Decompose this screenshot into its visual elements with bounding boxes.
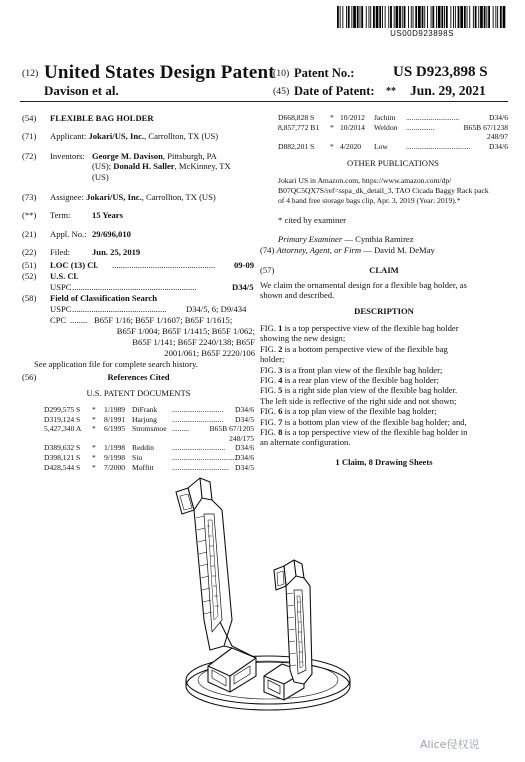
inventor-1: George M. Davison bbox=[92, 151, 163, 161]
ref-dots: .................................. bbox=[172, 453, 237, 462]
figure-number: 5 bbox=[278, 385, 283, 396]
description-text: holder; bbox=[260, 354, 285, 365]
description-line bbox=[260, 344, 508, 354]
examiner-line bbox=[278, 234, 414, 244]
description-line bbox=[260, 323, 508, 333]
description-line bbox=[260, 437, 508, 447]
description-text: FIG. bbox=[260, 416, 279, 427]
loc-value: 09-09 bbox=[234, 260, 255, 270]
term-label: Term: bbox=[50, 210, 71, 220]
patent-no-label: Patent No.: bbox=[294, 66, 355, 80]
description-text: The left side is reflective of the right side and not shown; bbox=[260, 395, 457, 406]
ref-dots: ......... bbox=[172, 424, 190, 434]
ref-dots: ............................ bbox=[406, 113, 460, 122]
field-cpc-line4: 2001/061; B65F 2220/106 bbox=[164, 348, 255, 358]
ref-star: * bbox=[92, 462, 96, 472]
watermark: Alice侵权说 bbox=[420, 738, 480, 751]
ref-number: D428,544 S bbox=[44, 462, 81, 472]
ref-star: * bbox=[330, 122, 334, 132]
ref-class: D34/6 bbox=[235, 443, 254, 453]
claim-text-line: shown and described. bbox=[260, 290, 335, 301]
attorney-label: Attorney, Agent, or Firm bbox=[276, 245, 362, 255]
figure-number: 4 bbox=[278, 375, 283, 386]
other-pubs-title: OTHER PUBLICATIONS bbox=[347, 158, 439, 168]
ref-star: * bbox=[92, 424, 96, 434]
ref-number: 5,427,340 A bbox=[44, 424, 82, 434]
description-text: is a bottom perspective view of the flexible bag bbox=[282, 343, 448, 354]
claim-code: (57) bbox=[260, 265, 275, 275]
field-uspc-value: D34/5, 6; D9/434 bbox=[186, 304, 247, 314]
uscl-code: (52) bbox=[22, 271, 37, 281]
description-text: is a top perspective view of the flexible bag holder bbox=[282, 323, 459, 333]
patent-number: US D923,898 S bbox=[393, 64, 488, 80]
claim-title: CLAIM bbox=[369, 265, 399, 275]
appl-code: (21) bbox=[22, 229, 37, 239]
uscl-sub-label: USPC bbox=[50, 282, 72, 292]
inventor-2-country: (US) bbox=[92, 171, 109, 182]
description-text: FIG. bbox=[260, 343, 279, 354]
description-text: FIG. bbox=[260, 385, 279, 396]
assignee-location: , Carrollton, TX (US) bbox=[141, 192, 216, 202]
ref-dots: .............................. bbox=[172, 462, 229, 472]
ref-number: D398,121 S bbox=[44, 453, 81, 462]
examiner-label: Primary Examiner bbox=[278, 234, 343, 244]
cited-by-examiner: * cited by examiner bbox=[278, 215, 347, 225]
patent-title: FLEXIBLE BAG HOLDER bbox=[50, 113, 154, 123]
ref-dots: ............... bbox=[406, 122, 435, 132]
description-text: FIG. bbox=[260, 406, 279, 417]
patent-drawing bbox=[160, 470, 370, 750]
header-rule bbox=[20, 101, 508, 102]
description-line bbox=[260, 406, 508, 416]
assignee-label: Assignee: bbox=[50, 192, 84, 202]
code-45: (45) bbox=[273, 86, 290, 97]
ref-name: Jachim bbox=[374, 113, 396, 122]
term-code: (**) bbox=[22, 210, 37, 220]
refs-title: References Cited bbox=[107, 372, 170, 382]
ref-dots: ........................... bbox=[172, 414, 224, 424]
ref-date: 4/2020 bbox=[340, 141, 362, 151]
figure-number: 7 bbox=[278, 416, 283, 427]
ref-star: * bbox=[92, 453, 96, 462]
ref-date: 9/1998 bbox=[104, 453, 126, 462]
assignee-name: Jokari/US, Inc. bbox=[86, 192, 142, 202]
inventor-2: Donald H. Saller bbox=[113, 161, 175, 172]
uscl-dots: .......................................................... bbox=[72, 282, 197, 292]
loc-code: (51) bbox=[22, 260, 37, 270]
ref-class: B65B 67/1205 bbox=[209, 424, 254, 434]
date-label: Date of Patent: bbox=[294, 84, 375, 98]
ref-class: D34/6 bbox=[489, 113, 508, 122]
description-line bbox=[260, 396, 508, 406]
other-pub-line: Jokari US in Amazon.com, https://www.amazon.com/dp/ bbox=[278, 176, 452, 185]
applicant-code: (71) bbox=[22, 131, 37, 141]
applicant-label: Applicant: bbox=[50, 131, 87, 141]
ref-name: Reddin bbox=[132, 443, 154, 453]
description-text: FIG. bbox=[260, 427, 279, 438]
description-line bbox=[260, 354, 508, 364]
other-pubs bbox=[278, 176, 508, 205]
ref-name: DiFrank bbox=[132, 405, 158, 414]
field-label: Field of Classification Search bbox=[50, 293, 158, 303]
examiner-name: — Cynthia Ramirez bbox=[342, 234, 414, 244]
other-pub-line: of 4 hand free storage bags clip, Apr. 3, 2019 (Year: 2019).* bbox=[278, 195, 461, 205]
description-line bbox=[260, 365, 508, 375]
field-cpc-label: CPC bbox=[50, 315, 67, 325]
description-text: is a right side plan view of the flexible bag holder. bbox=[282, 385, 458, 396]
figure-number: 2 bbox=[278, 343, 283, 354]
filed-code: (22) bbox=[22, 247, 37, 257]
field-uspc-dots: ............................................ bbox=[72, 304, 167, 314]
description-text: FIG. bbox=[260, 364, 279, 375]
claims-sheets-footer: 1 Claim, 8 Drawing Sheets bbox=[335, 457, 433, 467]
ref-number: D299,575 S bbox=[44, 405, 81, 414]
loc-dots: ................................................ bbox=[112, 260, 216, 270]
figure-number: 6 bbox=[278, 406, 283, 417]
ref-date: 6/1995 bbox=[104, 424, 126, 434]
code-10: (10) bbox=[273, 68, 290, 79]
ref-class: D34/6 bbox=[235, 405, 254, 414]
ref-number: D319,124 S bbox=[44, 414, 81, 424]
description-line bbox=[260, 375, 508, 385]
ref-date: 10/2014 bbox=[340, 122, 365, 132]
claim-text bbox=[260, 280, 508, 301]
filed-date: Jun. 25, 2019 bbox=[92, 247, 141, 257]
description-line bbox=[260, 417, 508, 427]
barcode bbox=[337, 6, 507, 28]
attorney-code: (74) bbox=[260, 245, 275, 255]
date-stars: ** bbox=[386, 86, 396, 97]
ref-class: D34/6 bbox=[489, 141, 508, 151]
field-cpc-dots: ........ bbox=[70, 315, 88, 325]
ref-date: 1/1989 bbox=[104, 405, 126, 414]
field-cpc-line1: B65F 1/16; B65F 1/1607; B65F 1/1615; bbox=[94, 315, 233, 325]
figure-number: 8 bbox=[278, 427, 283, 438]
ref-class: D34/5 bbox=[235, 414, 254, 424]
barcode-number: US00D923898S bbox=[390, 29, 454, 38]
title-code: (54) bbox=[22, 113, 37, 123]
description-line bbox=[260, 385, 508, 395]
inventor-2-location: , McKinney, TX bbox=[174, 161, 231, 172]
refs-code: (56) bbox=[22, 372, 37, 382]
description-text: is a top plan view of the flexible bag holder; bbox=[282, 406, 437, 417]
ref-number: 8,857,772 B1 bbox=[278, 122, 320, 132]
ref-date: 10/2012 bbox=[340, 113, 365, 122]
ref-star: * bbox=[330, 141, 334, 151]
patent-date: Jun. 29, 2021 bbox=[410, 83, 486, 98]
applicant-name: Jokari/US, Inc. bbox=[88, 131, 145, 141]
claim-text-line: We claim the ornamental design for a flexible bag holder, as bbox=[260, 280, 467, 290]
figure-number: 1 bbox=[278, 323, 283, 333]
ref-date: 8/1991 bbox=[104, 414, 126, 424]
field-cpc-line3: B65F 1/141; B65F 2240/138; B65F bbox=[132, 337, 255, 347]
description-text: is a front plan view of the flexible bag holder; bbox=[282, 364, 443, 375]
description-text: FIG. bbox=[260, 323, 279, 333]
ref-number: D668,828 S bbox=[278, 113, 315, 122]
description-text: FIG. bbox=[260, 375, 279, 386]
inventor-short: Davison et al. bbox=[44, 83, 119, 98]
filed-label: Filed: bbox=[50, 247, 71, 257]
ref-dots: ............................ bbox=[172, 443, 226, 453]
figure-number: 3 bbox=[278, 364, 283, 375]
refs-sub: U.S. PATENT DOCUMENTS bbox=[86, 388, 191, 398]
ref-name: Low bbox=[374, 141, 388, 151]
attorney-name: — David M. DeMay bbox=[361, 245, 435, 255]
field-note-text: See application file for complete search history. bbox=[34, 359, 198, 369]
ref-class: 248/175 bbox=[229, 433, 254, 443]
ref-number: D882,201 S bbox=[278, 141, 315, 151]
description-text: is a top perspective view of the flexible bag holder in bbox=[282, 427, 468, 438]
description-line bbox=[260, 333, 508, 343]
description-text: is a bottom plan view of the flexible bag holder; and, bbox=[282, 416, 467, 427]
appl-label: Appl. No.: bbox=[50, 229, 87, 239]
other-pub-line: B07QC5QX7S/ref=sspa_dk_detail_3, TAO Cicada Baggy Rack pack bbox=[278, 185, 489, 195]
description-text: an alternate configuration. bbox=[260, 437, 351, 448]
document-type: United States Design Patent bbox=[44, 62, 275, 83]
assignee-code: (73) bbox=[22, 192, 37, 202]
ref-class: D34/5 bbox=[235, 462, 254, 472]
ref-name: Moffitt bbox=[132, 462, 154, 472]
ref-name: Harjung bbox=[132, 414, 157, 424]
ref-name: Siu bbox=[132, 453, 143, 462]
ref-star: * bbox=[92, 443, 96, 453]
ref-dots: ........................... bbox=[172, 405, 224, 414]
description-line bbox=[260, 427, 508, 437]
appl-number: 29/696,010 bbox=[92, 229, 131, 239]
ref-date: 1/1998 bbox=[104, 443, 126, 453]
description-body bbox=[260, 323, 508, 448]
field-uspc-label: USPC bbox=[50, 304, 72, 314]
inventors-label: Inventors: bbox=[50, 151, 85, 161]
loc-label: LOC (13) Cl. bbox=[50, 260, 98, 270]
ref-class: D34/6 bbox=[235, 453, 254, 462]
inventors-code: (72) bbox=[22, 151, 37, 161]
field-cpc-line2: B65F 1/004; B65F 1/1415; B65F 1/062; bbox=[116, 326, 255, 336]
ref-dots: .................................. bbox=[406, 141, 471, 151]
inventor-1-location: , Pittsburgh, PA bbox=[162, 151, 217, 161]
ref-number: D389,632 S bbox=[44, 443, 81, 453]
code-12: (12) bbox=[22, 68, 39, 79]
ref-star: * bbox=[92, 405, 96, 414]
ref-class: B65B 67/1238 bbox=[463, 122, 508, 132]
uscl-value: D34/5 bbox=[232, 282, 254, 292]
description-text: showing the new design; bbox=[260, 333, 346, 344]
attorney-line bbox=[260, 245, 435, 255]
description-text: is a rear plan view of the flexible bag holder; bbox=[282, 375, 439, 386]
claim-heading bbox=[260, 265, 508, 275]
inventor-1-country: (US); bbox=[92, 161, 114, 172]
ref-star: * bbox=[330, 113, 334, 122]
ref-class: 248/97 bbox=[486, 132, 508, 142]
ref-name: Weldon bbox=[374, 122, 398, 132]
applicant-location: , Carrollton, TX (US) bbox=[144, 131, 219, 141]
ref-name: Stromsmoe bbox=[132, 424, 167, 434]
description-title: DESCRIPTION bbox=[354, 306, 414, 316]
ref-date: 7/2000 bbox=[104, 462, 126, 472]
field-code: (58) bbox=[22, 293, 37, 303]
term-value: 15 Years bbox=[92, 210, 123, 220]
uscl-label: U.S. Cl. bbox=[50, 271, 79, 281]
ref-star: * bbox=[92, 414, 96, 424]
